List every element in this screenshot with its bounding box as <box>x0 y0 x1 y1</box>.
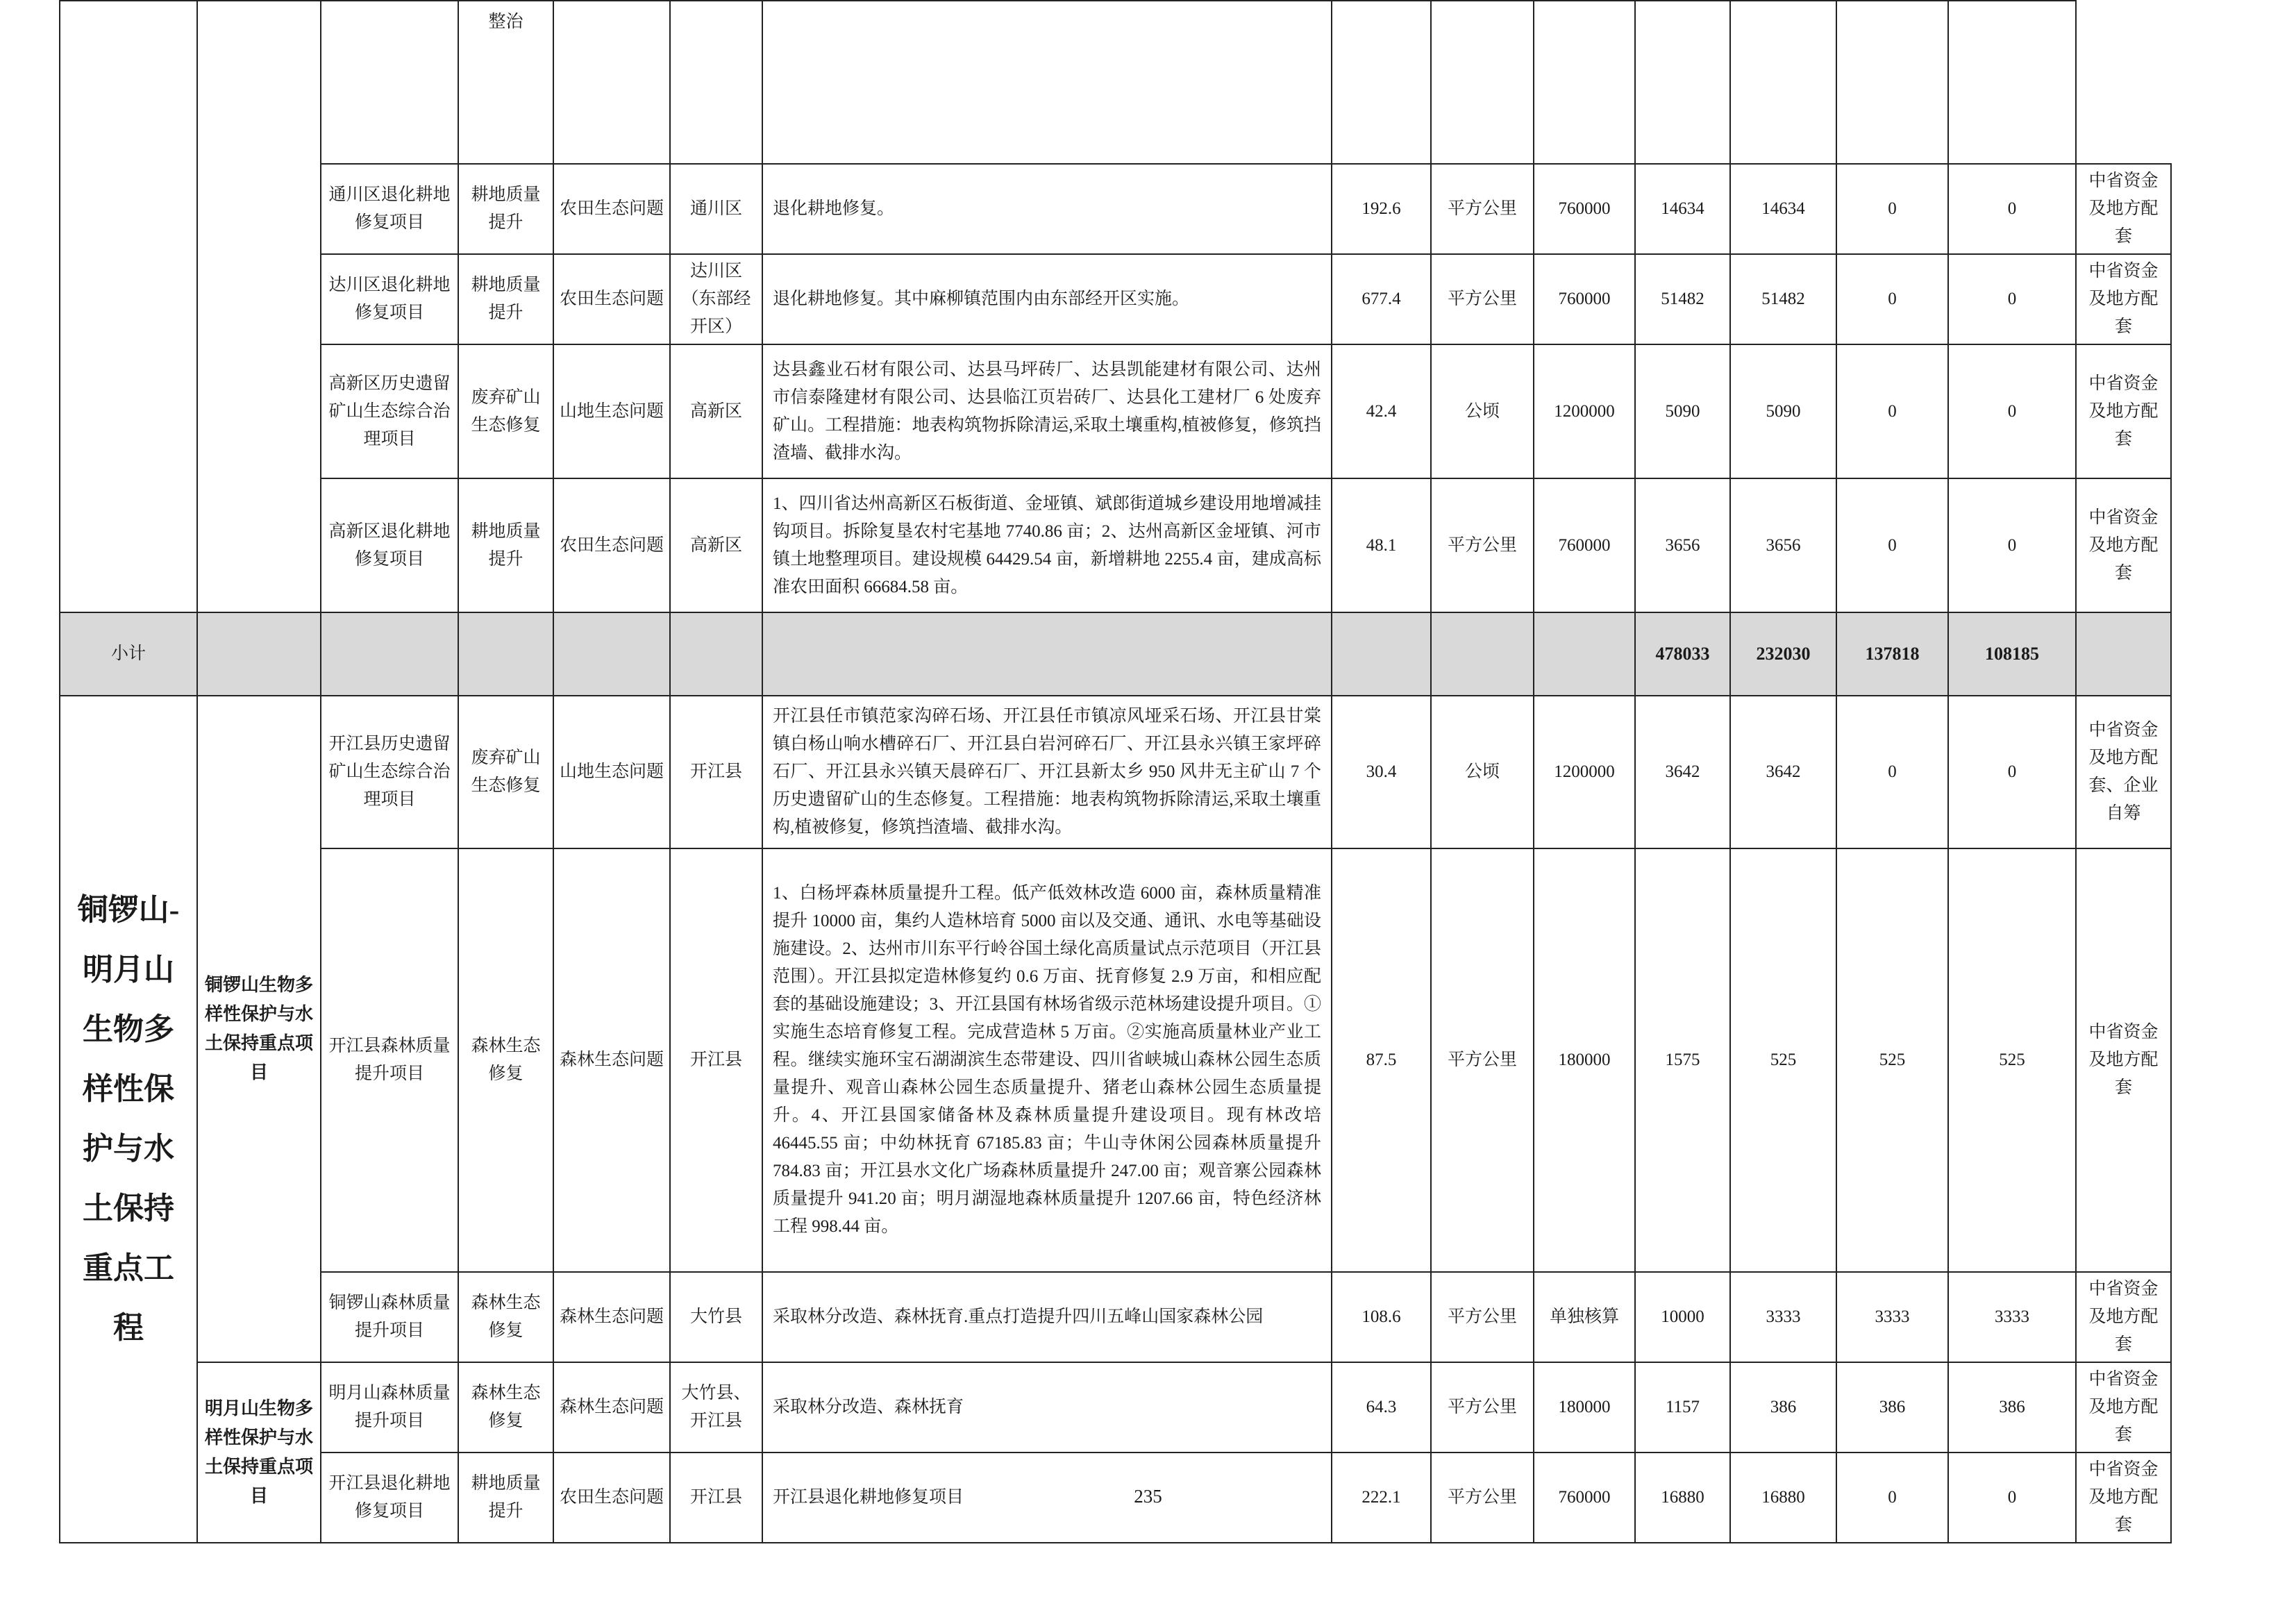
table-row <box>60 1 2171 164</box>
provincial-funds: 525 <box>1836 848 1948 1272</box>
local-funds: 525 <box>1948 848 2076 1272</box>
total-investment: 1157 <box>1635 1362 1730 1453</box>
subtotal-central: 232030 <box>1730 612 1836 696</box>
table-row <box>60 1362 2171 1453</box>
unit: 平方公里 <box>1431 254 1534 344</box>
provincial-funds: 0 <box>1836 478 1948 612</box>
ecological-issue: 农田生态问题 <box>553 164 670 254</box>
ecological-issue: 森林生态问题 <box>553 848 670 1272</box>
total-investment: 16880 <box>1635 1453 1730 1543</box>
ecological-issue: 山地生态问题 <box>553 696 670 848</box>
ecological-issue: 森林生态问题 <box>553 1272 670 1362</box>
local-funds: 0 <box>1948 254 2076 344</box>
location: 达川区（东部经开区） <box>670 254 762 344</box>
ecological-issue: 山地生态问题 <box>553 344 670 478</box>
location: 大竹县、开江县 <box>670 1362 762 1453</box>
project-name: 铜锣山森林质量提升项目 <box>321 1272 458 1362</box>
ecological-issue: 农田生态问题 <box>553 1453 670 1543</box>
local-funds: 0 <box>1948 164 2076 254</box>
project-type: 整治 <box>458 1 553 164</box>
project-type: 耕地质量提升 <box>458 1453 553 1543</box>
project-type: 森林生态修复 <box>458 1362 553 1453</box>
ecological-issue: 森林生态问题 <box>553 1362 670 1453</box>
table-row <box>60 164 2171 254</box>
funding-source: 中省资金及地方配套 <box>2076 344 2171 478</box>
total-investment: 3642 <box>1635 696 1730 848</box>
description: 1、白杨坪森林质量提升工程。低产低效林改造 6000 亩，森林质量精准提升 10000 亩，集约人造林培育 5000 亩以及交通、通讯、水电等基础设施建设。2、达州市川东平行岭谷国土绿化高质量试点示范项目（开江县范围）。开江县拟定造林修复约 0.6 万亩、抚育修复 2.9 万亩，和相应配套的基础设施建设；3、开江县国有林场省级示范林场建设提升项目。①实施生态培育修复工程。完成营造林 5 万亩。②实施高质量林业产业工程。继续实施环宝石湖湖滨生态带建设、四川省峡城山森林公园生态质量提升、观音山森林公园生态质量提升、猪老山森林公园生态质量提升。4、开江县国家储备林及森林质量提升建设项目。现有林改培 46445.55 亩；中幼林抚育 67185.83 亩；牛山寺休闲公园森林质量提升 784.83 亩；开江县水文化广场森林质量提升 247.00 亩；观音寨公园森林质量提升 941.20 亩；明月湖湿地森林质量提升 1207.66 亩，特色经济林工程 998.44 亩。 <box>762 848 1332 1272</box>
local-funds: 0 <box>1948 344 2076 478</box>
unit: 平方公里 <box>1431 1272 1534 1362</box>
funding-source: 中省资金及地方配套 <box>2076 1362 2171 1453</box>
scale: 108.6 <box>1332 1272 1431 1362</box>
scale: 64.3 <box>1332 1362 1431 1453</box>
local-funds: 0 <box>1948 478 2076 612</box>
scale: 87.5 <box>1332 848 1431 1272</box>
description: 采取林分改造、森林抚育.重点打造提升四川五峰山国家森林公园 <box>762 1272 1332 1362</box>
project-name: 开江县历史遗留矿山生态综合治理项目 <box>321 696 458 848</box>
unit-price: 760000 <box>1534 254 1635 344</box>
unit: 平方公里 <box>1431 164 1534 254</box>
project-type: 废弃矿山生态修复 <box>458 696 553 848</box>
project-name: 开江县退化耕地修复项目 <box>321 1453 458 1543</box>
funding-source: 中省资金及地方配套 <box>2076 1272 2171 1362</box>
project-name: 高新区历史遗留矿山生态综合治理项目 <box>321 344 458 478</box>
provincial-funds: 0 <box>1836 344 1948 478</box>
table-row <box>60 478 2171 612</box>
subsection-title: 铜锣山生物多样性保护与水土保持重点项目 <box>197 696 321 1362</box>
description: 达县鑫业石材有限公司、达县马坪砖厂、达县凯能建材有限公司、达州市信泰隆建材有限公司、达县临江页岩砖厂、达县化工建材厂 6 处废弃矿山。工程措施：地表构筑物拆除清运,采取土壤重构,植被修复，修筑挡渣墙、截排水沟。 <box>762 344 1332 478</box>
project-name: 开江县森林质量提升项目 <box>321 848 458 1272</box>
local-funds: 386 <box>1948 1362 2076 1453</box>
unit: 公顷 <box>1431 696 1534 848</box>
central-funds: 5090 <box>1730 344 1836 478</box>
subtotal-label: 小计 <box>60 612 197 696</box>
provincial-funds: 0 <box>1836 696 1948 848</box>
total-investment: 14634 <box>1635 164 1730 254</box>
scale: 48.1 <box>1332 478 1431 612</box>
central-funds: 3656 <box>1730 478 1836 612</box>
funding-source: 中省资金及地方配套 <box>2076 164 2171 254</box>
subtotal-total: 478033 <box>1635 612 1730 696</box>
project-type: 废弃矿山生态修复 <box>458 344 553 478</box>
unit: 平方公里 <box>1431 1362 1534 1453</box>
description: 退化耕地修复。其中麻柳镇范围内由东部经开区实施。 <box>762 254 1332 344</box>
table-row <box>60 1272 2171 1362</box>
unit: 平方公里 <box>1431 478 1534 612</box>
total-investment: 1575 <box>1635 848 1730 1272</box>
subsection-title: 明月山生物多样性保护与水土保持重点项目 <box>197 1362 321 1543</box>
table-row <box>60 696 2171 848</box>
central-funds: 51482 <box>1730 254 1836 344</box>
unit-price: 单独核算 <box>1534 1272 1635 1362</box>
total-investment: 3656 <box>1635 478 1730 612</box>
unit: 平方公里 <box>1431 848 1534 1272</box>
location: 大竹县 <box>670 1272 762 1362</box>
description: 退化耕地修复。 <box>762 164 1332 254</box>
scale: 42.4 <box>1332 344 1431 478</box>
project-type: 森林生态修复 <box>458 848 553 1272</box>
unit-price: 180000 <box>1534 848 1635 1272</box>
page-number: 235 <box>1134 1486 1162 1507</box>
project-type: 耕地质量提升 <box>458 254 553 344</box>
project-name: 通川区退化耕地修复项目 <box>321 164 458 254</box>
table-row <box>60 254 2171 344</box>
subtotal-provincial: 137818 <box>1836 612 1948 696</box>
location: 开江县 <box>670 696 762 848</box>
ecological-issue: 农田生态问题 <box>553 254 670 344</box>
total-investment: 10000 <box>1635 1272 1730 1362</box>
local-funds: 3333 <box>1948 1272 2076 1362</box>
central-funds: 525 <box>1730 848 1836 1272</box>
description: 1、四川省达州高新区石板街道、金垭镇、斌郎街道城乡建设用地增减挂钩项目。拆除复垦农村宅基地 7740.86 亩；2、达州高新区金垭镇、河市镇土地整理项目。建设规模 64429.54 亩，新增耕地 2255.4 亩，建成高标准农田面积 66684.58 亩。 <box>762 478 1332 612</box>
project-type: 耕地质量提升 <box>458 164 553 254</box>
section-title: 铜锣山-明月山生物多样性保护与水土保持重点工程 <box>60 696 197 1543</box>
table-row <box>60 848 2171 1272</box>
description: 采取林分改造、森林抚育 <box>762 1362 1332 1453</box>
unit-price: 760000 <box>1534 1453 1635 1543</box>
project-type: 森林生态修复 <box>458 1272 553 1362</box>
unit-price: 1200000 <box>1534 696 1635 848</box>
total-investment: 51482 <box>1635 254 1730 344</box>
location: 通川区 <box>670 164 762 254</box>
project-name: 高新区退化耕地修复项目 <box>321 478 458 612</box>
central-funds: 3642 <box>1730 696 1836 848</box>
funding-source: 中省资金及地方配套 <box>2076 254 2171 344</box>
project-table <box>59 0 2172 1543</box>
provincial-funds: 386 <box>1836 1362 1948 1453</box>
description: 开江县任市镇范家沟碎石场、开江县任市镇凉风垭采石场、开江县甘棠镇白杨山响水槽碎石厂、开江县白岩河碎石厂、开江县永兴镇王家坪碎石厂、开江县永兴镇天晨碎石厂、开江县新太乡 950 风井无主矿山 7 个历史遗留矿山的生态修复。工程措施：地表构筑物拆除清运,采取土壤重构,植被修复，修筑挡渣墙、截排水沟。 <box>762 696 1332 848</box>
scale: 30.4 <box>1332 696 1431 848</box>
funding-source: 中省资金及地方配套、企业自筹 <box>2076 696 2171 848</box>
local-funds: 0 <box>1948 1453 2076 1543</box>
funding-source: 中省资金及地方配套 <box>2076 478 2171 612</box>
location: 开江县 <box>670 848 762 1272</box>
provincial-funds: 3333 <box>1836 1272 1948 1362</box>
scale: 222.1 <box>1332 1453 1431 1543</box>
central-funds: 16880 <box>1730 1453 1836 1543</box>
scale: 677.4 <box>1332 254 1431 344</box>
scale: 192.6 <box>1332 164 1431 254</box>
unit-price: 760000 <box>1534 164 1635 254</box>
local-funds: 0 <box>1948 696 2076 848</box>
unit: 公顷 <box>1431 344 1534 478</box>
location: 高新区 <box>670 478 762 612</box>
funding-source: 中省资金及地方配套 <box>2076 848 2171 1272</box>
location: 高新区 <box>670 344 762 478</box>
total-investment: 5090 <box>1635 344 1730 478</box>
unit-price: 760000 <box>1534 478 1635 612</box>
provincial-funds: 0 <box>1836 1453 1948 1543</box>
central-funds: 3333 <box>1730 1272 1836 1362</box>
subtotal-local: 108185 <box>1948 612 2076 696</box>
project-name: 达川区退化耕地修复项目 <box>321 254 458 344</box>
description: 开江县退化耕地修复项目 <box>762 1453 1332 1543</box>
table-row <box>60 344 2171 478</box>
unit-price: 180000 <box>1534 1362 1635 1453</box>
location: 开江县 <box>670 1453 762 1543</box>
provincial-funds: 0 <box>1836 164 1948 254</box>
central-funds: 386 <box>1730 1362 1836 1453</box>
section-cell <box>60 1 197 612</box>
subsection-cell <box>197 1 321 612</box>
funding-source: 中省资金及地方配套 <box>2076 1453 2171 1543</box>
project-type: 耕地质量提升 <box>458 478 553 612</box>
provincial-funds: 0 <box>1836 254 1948 344</box>
unit-price: 1200000 <box>1534 344 1635 478</box>
unit: 平方公里 <box>1431 1453 1534 1543</box>
central-funds: 14634 <box>1730 164 1836 254</box>
ecological-issue: 农田生态问题 <box>553 478 670 612</box>
project-name: 明月山森林质量提升项目 <box>321 1362 458 1453</box>
subtotal-row <box>60 612 2171 696</box>
